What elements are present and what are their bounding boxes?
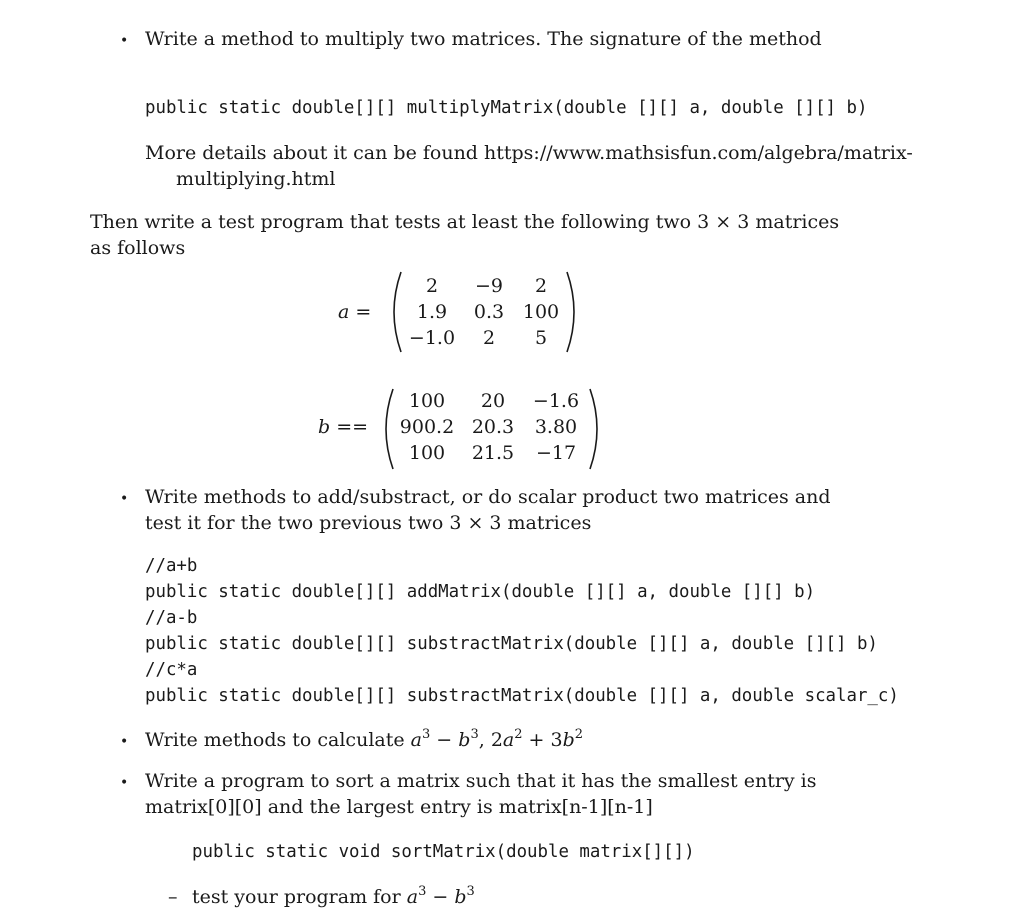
matrix-b-cell: 900.2: [399, 416, 455, 438]
math-operator: −: [426, 886, 455, 908]
math-exponent: 2: [514, 727, 523, 742]
test-intro-line2: as follows: [90, 237, 186, 259]
matrix-b-cell: 21.5: [471, 442, 515, 464]
task2-line1: Write methods to add/substract, or do scalar product two matrices and: [145, 486, 831, 508]
matrix-b-cell: −1.6: [532, 390, 580, 412]
matrix-a-label: a =: [338, 301, 372, 323]
matrix-b-label: b ==: [318, 416, 369, 438]
math-var: a: [406, 886, 419, 908]
math-exponent: 3: [421, 727, 431, 742]
math-var: a: [410, 729, 422, 751]
left-paren: [378, 387, 396, 471]
matrix-a-cell: 2: [534, 275, 548, 297]
bullet-marker: •: [120, 775, 129, 791]
code-comment: //c*a: [145, 660, 198, 680]
subtract-matrix-signature: public static double[][] substractMatrix(double [][] a, double [][] b): [145, 634, 878, 654]
add-matrix-signature: public static double[][] addMatrix(double [][] a, double [][] b): [145, 582, 816, 602]
math-var: b: [454, 886, 467, 908]
bullet-marker: •: [120, 734, 129, 750]
matrix-b-cell: 3.80: [534, 416, 578, 438]
sub-item-dash: –: [168, 886, 178, 908]
task4-subitem: [192, 886, 475, 908]
matrix-a-cell: 2: [482, 327, 496, 349]
matrix-a-cell: −9: [474, 275, 503, 297]
multiply-matrix-signature: public static double[][] multiplyMatrix(double [][] a, double [][] b): [145, 98, 868, 118]
matrix-b-cell: 20: [480, 390, 506, 412]
matrix-a-cell: 0.3: [473, 301, 505, 323]
matrix-a-cell: 100: [522, 301, 560, 323]
math-exponent: 3: [470, 727, 479, 742]
matrix-a-cell: −1.0: [408, 327, 456, 349]
matrix-a-cell: 2: [425, 275, 439, 297]
sort-matrix-signature: public static void sortMatrix(double matrix[][]): [192, 842, 695, 862]
matrix-b-cell: 100: [408, 390, 446, 412]
math-operator: + 3: [522, 729, 563, 751]
test-intro-line1: Then write a test program that tests at least the following two 3 × 3 matrices: [90, 211, 840, 233]
code-comment: //a+b: [145, 556, 198, 576]
task4-line2: matrix[0][0] and the largest entry is matrix[n-1][n-1]: [145, 796, 653, 818]
details-line1: More details about it can be found https://www.mathsisfun.com/algebra/matrix-: [145, 142, 913, 164]
bullet-marker: •: [120, 491, 129, 507]
details-line2: multiplying.html: [176, 168, 336, 190]
math-coefficient: 2: [490, 729, 503, 751]
math-var: a: [502, 729, 515, 751]
math-var: b: [562, 729, 575, 751]
scalar-matrix-signature: public static double[][] substractMatrix(double [][] a, double scalar_c): [145, 686, 899, 706]
task1-intro: Write a method to multiply two matrices. The signature of the method: [145, 28, 822, 50]
matrix-b-cell: 100: [408, 442, 446, 464]
math-exponent: 2: [574, 727, 584, 742]
code-comment: //a-b: [145, 608, 198, 628]
task4-line1: Write a program to sort a matrix such that it has the smallest entry is: [145, 770, 817, 792]
math-operator: −: [430, 729, 459, 751]
subitem-prefix: test your program for: [192, 886, 401, 908]
matrix-b-cell: −17: [535, 442, 577, 464]
matrix-a-cell: 1.9: [416, 301, 448, 323]
task2-line2: test it for the two previous two 3 × 3 matrices: [145, 512, 592, 534]
math-separator: ,: [478, 729, 491, 751]
right-paren: [587, 387, 605, 471]
matrix-a-cell: 5: [534, 327, 548, 349]
matrix-b-cell: 20.3: [471, 416, 515, 438]
task3-prefix: Write methods to calculate: [145, 729, 405, 751]
task3-line: [145, 729, 583, 751]
math-exponent: 3: [466, 884, 475, 899]
math-var: b: [458, 729, 471, 751]
math-exponent: 3: [418, 884, 427, 899]
bullet-marker: •: [120, 33, 129, 49]
